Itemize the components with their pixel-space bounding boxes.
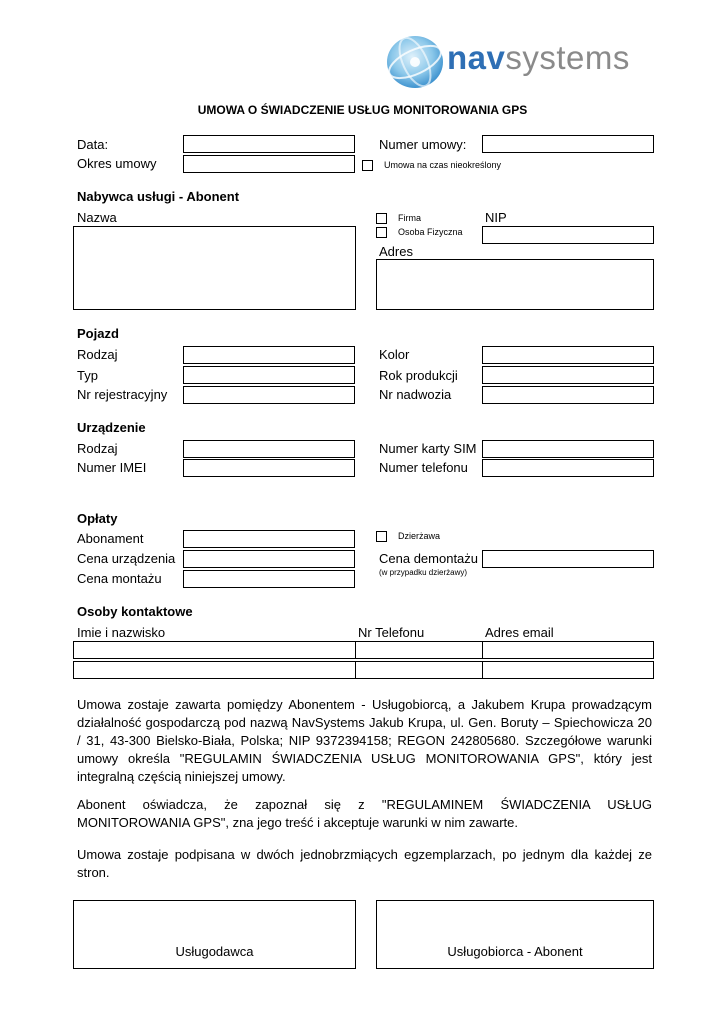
firma-label: Firma xyxy=(398,213,421,223)
agreement-paragraph-1: Umowa zostaje zawarta pomiędzy Abonentem - Usługobiorcą, a Jakubem Krupa prowadzącym działalność gospodarczą pod nazwą NavSystems Jakub Krupa, ul. Gen. Boruty – Spiechowicza 20 / 31, 43-300 Bielsko-Biała, Polska; NIP 9372394158; REGON 242805680. Szczegółowe warunki umowy określa "REGULAMIN ŚWIADCZENIA USŁUG MONITOROWANIA GPS", który jest integralną częścią niniejszej umowy. xyxy=(77,697,652,784)
adres-label: Adres xyxy=(379,244,413,259)
rok-produkcji-label: Rok produkcji xyxy=(379,368,458,383)
cena-urzadzenia-label: Cena urządzenia xyxy=(77,551,176,566)
abonament-label: Abonament xyxy=(77,531,144,546)
contact-row-2-name[interactable] xyxy=(73,661,356,679)
contact-row-1-name[interactable] xyxy=(73,641,356,659)
kolor-label: Kolor xyxy=(379,347,410,362)
signature-box-uslugodawca[interactable] xyxy=(73,900,356,969)
typ-label: Typ xyxy=(77,368,98,383)
contact-row-2-phone[interactable] xyxy=(355,661,483,679)
numer-karty-sim-field[interactable] xyxy=(482,440,654,458)
numer-telefonu-field[interactable] xyxy=(482,459,654,477)
nip-field[interactable] xyxy=(482,226,654,244)
numer-umowy-field[interactable] xyxy=(482,135,654,153)
osoba-fizyczna-checkbox[interactable] xyxy=(376,227,387,238)
urzadzenie-rodzaj-label: Rodzaj xyxy=(77,441,118,456)
nip-label: NIP xyxy=(485,210,507,225)
firma-checkbox[interactable] xyxy=(376,213,387,224)
osoba-fizyczna-label: Osoba Fizyczna xyxy=(398,227,463,237)
czas-nieokreslony-label: Umowa na czas nieokreślony xyxy=(384,160,502,170)
cena-urzadzenia-field[interactable] xyxy=(183,550,355,568)
cena-demontazu-field[interactable] xyxy=(482,550,654,568)
typ-field[interactable] xyxy=(183,366,355,384)
czas-nieokreslony-checkbox[interactable] xyxy=(362,160,373,171)
okres-umowy-label: Okres umowy xyxy=(77,156,157,171)
pojazd-rodzaj-field[interactable] xyxy=(183,346,355,364)
adres-field[interactable] xyxy=(376,259,654,310)
agreement-paragraph-2: Abonent oświadcza, że zapoznał się z "REGULAMINEM ŚWIADCZENIA USŁUG MONITOROWANIA GPS", zna jego treść i akceptuje warunki w nim zawarte. xyxy=(77,797,652,830)
osoby-kontaktowe-heading: Osoby kontaktowe xyxy=(77,604,193,619)
pojazd-rodzaj-label: Rodzaj xyxy=(77,347,118,362)
w-przypadku-dzierzawy-note: (w przypadku dzierżawy) xyxy=(379,568,468,577)
nabywca-heading: Nabywca usługi - Abonent xyxy=(77,189,240,204)
abonament-field[interactable] xyxy=(183,530,355,548)
data-label: Data: xyxy=(77,137,109,152)
nazwa-label: Nazwa xyxy=(77,210,117,225)
numer-karty-sim-label: Numer karty SIM xyxy=(379,441,477,456)
document-title: UMOWA O ŚWIADCZENIE USŁUG MONITOROWANIA GPS xyxy=(197,103,528,117)
rok-produkcji-field[interactable] xyxy=(482,366,654,384)
okres-umowy-field[interactable] xyxy=(183,155,355,173)
numer-umowy-label: Numer umowy: xyxy=(379,137,467,152)
contact-row-1-email[interactable] xyxy=(482,641,654,659)
data-field[interactable] xyxy=(183,135,355,153)
pojazd-heading: Pojazd xyxy=(77,326,119,341)
col-nr-telefonu: Nr Telefonu xyxy=(358,625,425,640)
cena-montazu-field[interactable] xyxy=(183,570,355,588)
signature-label-uslugobiorca: Usługobiorca - Abonent xyxy=(447,944,583,959)
nazwa-field[interactable] xyxy=(73,226,356,310)
contact-row-1-phone[interactable] xyxy=(355,641,483,659)
urzadzenie-rodzaj-field[interactable] xyxy=(183,440,355,458)
urzadzenie-heading: Urządzenie xyxy=(77,420,146,435)
signature-box-uslugobiorca[interactable] xyxy=(376,900,654,969)
logo-globe-icon xyxy=(385,34,445,90)
numer-imei-field[interactable] xyxy=(183,459,355,477)
logo-nav-text: nav xyxy=(447,39,506,76)
nr-rejestracyjny-label: Nr rejestracyjny xyxy=(77,387,168,402)
logo-systems-text: systems xyxy=(505,39,630,76)
dzierzawa-label: Dzierżawa xyxy=(398,531,441,541)
cena-demontazu-label: Cena demontażu xyxy=(379,551,479,566)
logo-wordmark xyxy=(447,38,630,78)
nr-nadwozia-field[interactable] xyxy=(482,386,654,404)
nr-nadwozia-label: Nr nadwozia xyxy=(379,387,452,402)
numer-imei-label: Numer IMEI xyxy=(77,460,147,475)
cena-montazu-label: Cena montażu xyxy=(77,571,162,586)
kolor-field[interactable] xyxy=(482,346,654,364)
agreement-paragraph-3: Umowa zostaje podpisana w dwóch jednobrzmiących egzemplarzach, po jednym dla każdej ze stron. xyxy=(77,847,652,880)
oplaty-heading: Opłaty xyxy=(77,511,118,526)
dzierzawa-checkbox[interactable] xyxy=(376,531,387,542)
nr-rejestracyjny-field[interactable] xyxy=(183,386,355,404)
col-adres-email: Adres email xyxy=(485,625,554,640)
contact-row-2-email[interactable] xyxy=(482,661,654,679)
col-imie-nazwisko: Imie i nazwisko xyxy=(77,625,166,640)
signature-label-uslugodawca: Usługodawca xyxy=(175,944,254,959)
numer-telefonu-label: Numer telefonu xyxy=(379,460,468,475)
